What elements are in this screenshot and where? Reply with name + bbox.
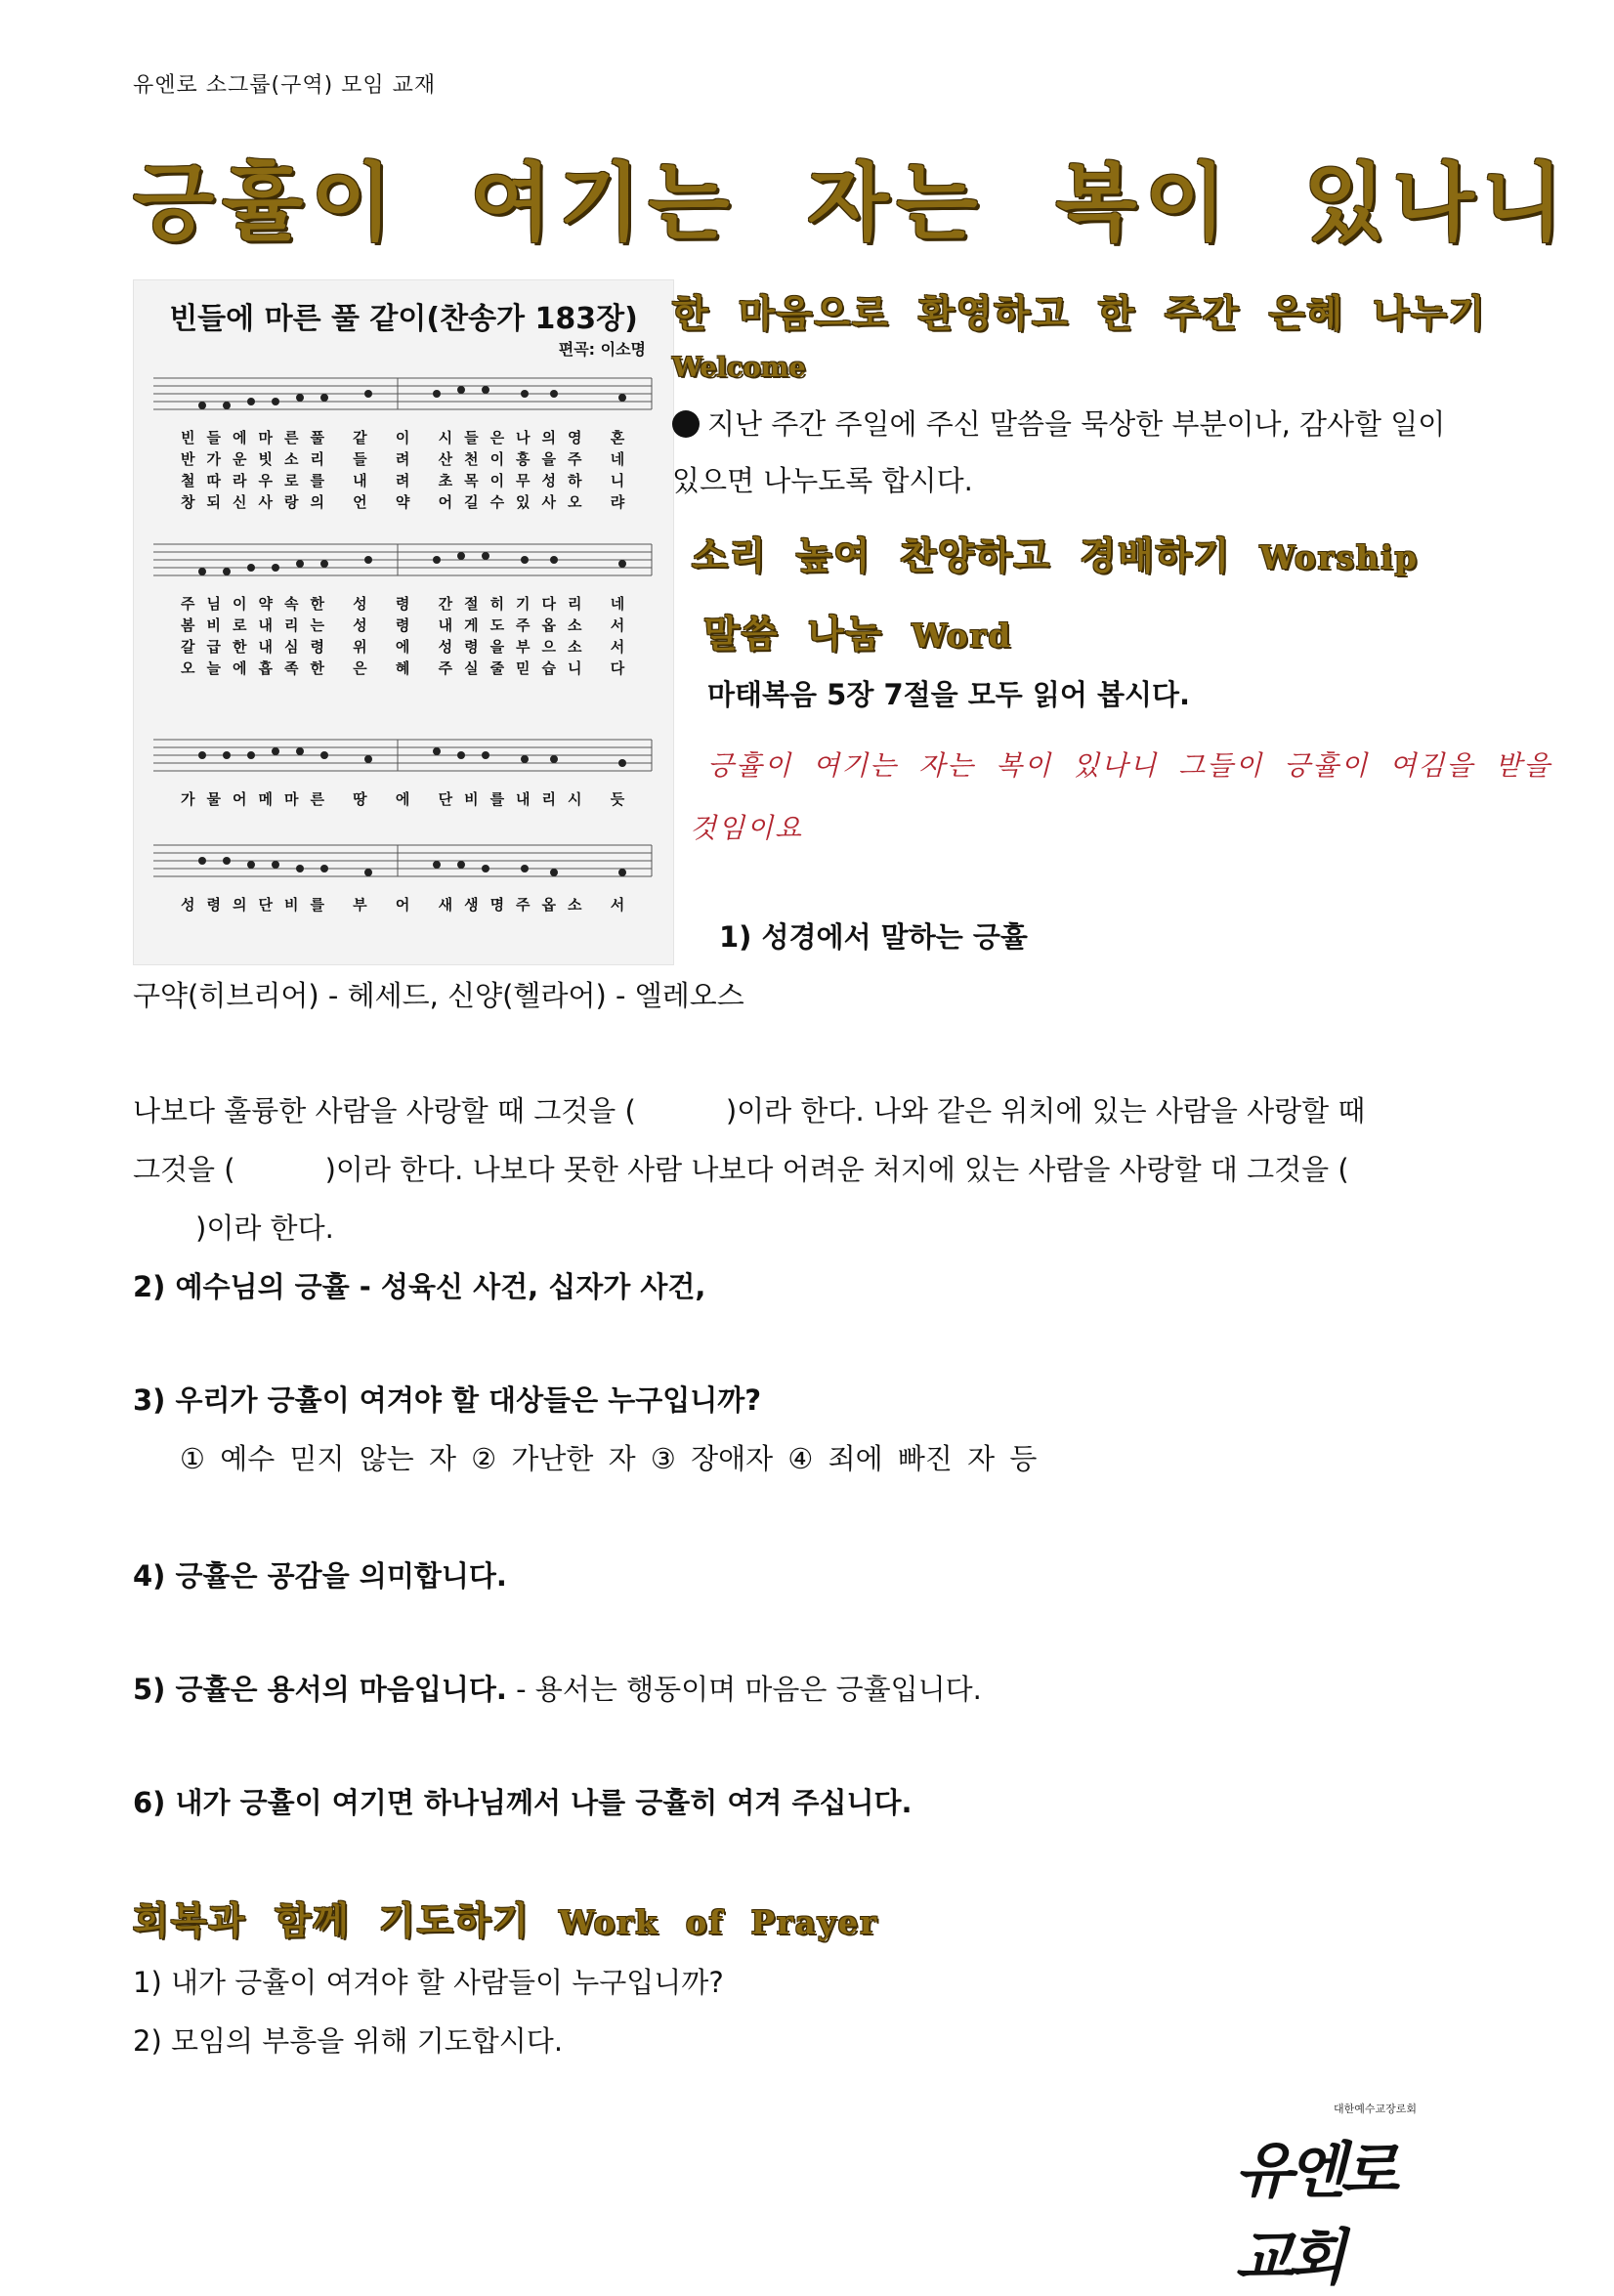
prayer-item-1: 1) 내가 긍휼이 여겨야 할 사람들이 누구입니까? bbox=[133, 1966, 724, 1999]
question-1: 1) 성경에서 말하는 긍휼 bbox=[719, 920, 1028, 954]
question-1-note: 구약(히브리어) - 헤세드, 신양(헬라어) - 엘레오스 bbox=[133, 979, 744, 1012]
score-lyric: 빈들에마른풀 같 이 시들은나의영 혼 bbox=[181, 429, 637, 446]
verse-line-1: 긍휼이 여기는 자는 복이 있나니 그들이 긍휼이 여김을 받을 bbox=[707, 749, 1552, 782]
prayer-item-2: 2) 모임의 부흥을 위해 기도합시다. bbox=[133, 2024, 564, 2058]
para1-b: )이라 한다. 나와 같은 위치에 있는 사람을 사랑할 때 bbox=[725, 1094, 1366, 1127]
score-lyric: 오늘에흡족한 은 혜 주실줄믿습니 다 bbox=[181, 659, 637, 677]
question-5-bold: 5) 긍휼은 용서의 마음입니다. bbox=[133, 1673, 507, 1706]
welcome-en bbox=[672, 347, 806, 384]
question-2: 2) 예수님의 긍휼 - 성육신 사건, 십자가 사건, bbox=[133, 1270, 706, 1303]
paragraph-line-3: )이라 한다. bbox=[195, 1212, 334, 1245]
church-logo bbox=[1221, 2101, 1417, 2293]
word-instruction: 마태복음 5장 7절을 모두 읽어 봅시다. bbox=[707, 678, 1191, 711]
welcome-body-text: 지난 주간 주일에 주신 말씀을 묵상한 부분이나, 감사할 일이 있으면 나누도록 합시다. bbox=[672, 407, 1446, 497]
word-heading bbox=[703, 604, 1012, 658]
paragraph-line-2 bbox=[133, 1141, 1349, 1198]
welcome-body bbox=[672, 396, 1454, 509]
welcome-heading bbox=[672, 283, 1486, 337]
verse-line-2: 것임이요 bbox=[690, 812, 804, 844]
welcome-title: 한 마음으로 환영하고 한 주간 은혜 나누기 bbox=[672, 292, 1487, 335]
logo-name: 유엔로교회 bbox=[1235, 2135, 1393, 2293]
question-4: 4) 긍휼은 공감을 의미합니다. bbox=[133, 1559, 507, 1593]
para2-b: )이라 한다. 나보다 못한 사람 나보다 어려운 처지에 있는 사람을 사랑할 대 그것을 ( bbox=[324, 1153, 1349, 1186]
score-lyric: 주님이약속한 성 령 간절히기다리 네 bbox=[181, 595, 637, 613]
para2-a: 그것을 ( bbox=[133, 1153, 235, 1186]
word-en-label: Word bbox=[912, 617, 1013, 655]
welcome-en-label: Welcome bbox=[672, 352, 806, 383]
para1-a: 나보다 훌륭한 사람을 사랑할 때 그것을 ( bbox=[133, 1094, 636, 1127]
score-lyric: 성령의단비를 부 어 새생명주옵소 서 bbox=[181, 896, 637, 914]
score-title: 빈들에 마른 풀 같이(찬송가 183장) bbox=[169, 302, 638, 336]
word-title: 말씀 나눔 bbox=[703, 613, 884, 656]
score-lyric: 반가운빗소리 들 려 산천이흥을주 네 bbox=[181, 450, 637, 468]
worship-title: 소리 높여 찬양하고 경배하기 bbox=[692, 534, 1232, 577]
score-lyric: 창되신사랑의 언 약 어길수있사오 랴 bbox=[181, 493, 637, 511]
score-lyric: 가물어메마른 땅 에 단비를내리시 듯 bbox=[181, 790, 637, 808]
score-lyric: 철따라우로를 내 려 초목이무성하 니 bbox=[181, 472, 637, 489]
score-lyric: 봄비로내리는 성 령 내게도주옵소 서 bbox=[181, 617, 637, 634]
hymn-score bbox=[133, 279, 674, 965]
score-lyric: 갈급한내심령 위 에 성령을부으소 서 bbox=[181, 638, 637, 656]
question-6: 6) 내가 긍휼이 여기면 하나님께서 나를 긍휼히 여겨 주십니다. bbox=[133, 1786, 913, 1819]
question-5-rest: - 용서는 행동이며 마음은 긍휼입니다. bbox=[506, 1673, 982, 1706]
prayer-title: 회복과 함께 기도하기 bbox=[133, 1899, 531, 1942]
bullet-icon bbox=[672, 410, 700, 438]
header-label: 유엔로 소그룹(구역) 모임 교재 bbox=[133, 73, 437, 98]
prayer-en-label: Work of Prayer bbox=[559, 1904, 879, 1941]
question-5 bbox=[133, 1661, 982, 1718]
prayer-heading bbox=[133, 1891, 878, 1944]
worship-en-label: Worship bbox=[1259, 539, 1420, 576]
score-arranger: 편곡: 이소명 bbox=[558, 340, 646, 359]
logo-subtitle: 대한예수교장로회 bbox=[1333, 2103, 1417, 2115]
worship-heading bbox=[692, 526, 1419, 579]
question-3-list: ① 예수 믿지 않는 자 ② 가난한 자 ③ 장애자 ④ 죄에 빠진 자 등 bbox=[180, 1442, 1038, 1475]
question-3: 3) 우리가 긍휼이 여겨야 할 대상들은 누구입니까? bbox=[133, 1383, 762, 1417]
page-title: 긍휼이 여기는 자는 복이 있나니 bbox=[133, 154, 1571, 252]
paragraph-line-1 bbox=[133, 1083, 1365, 1139]
